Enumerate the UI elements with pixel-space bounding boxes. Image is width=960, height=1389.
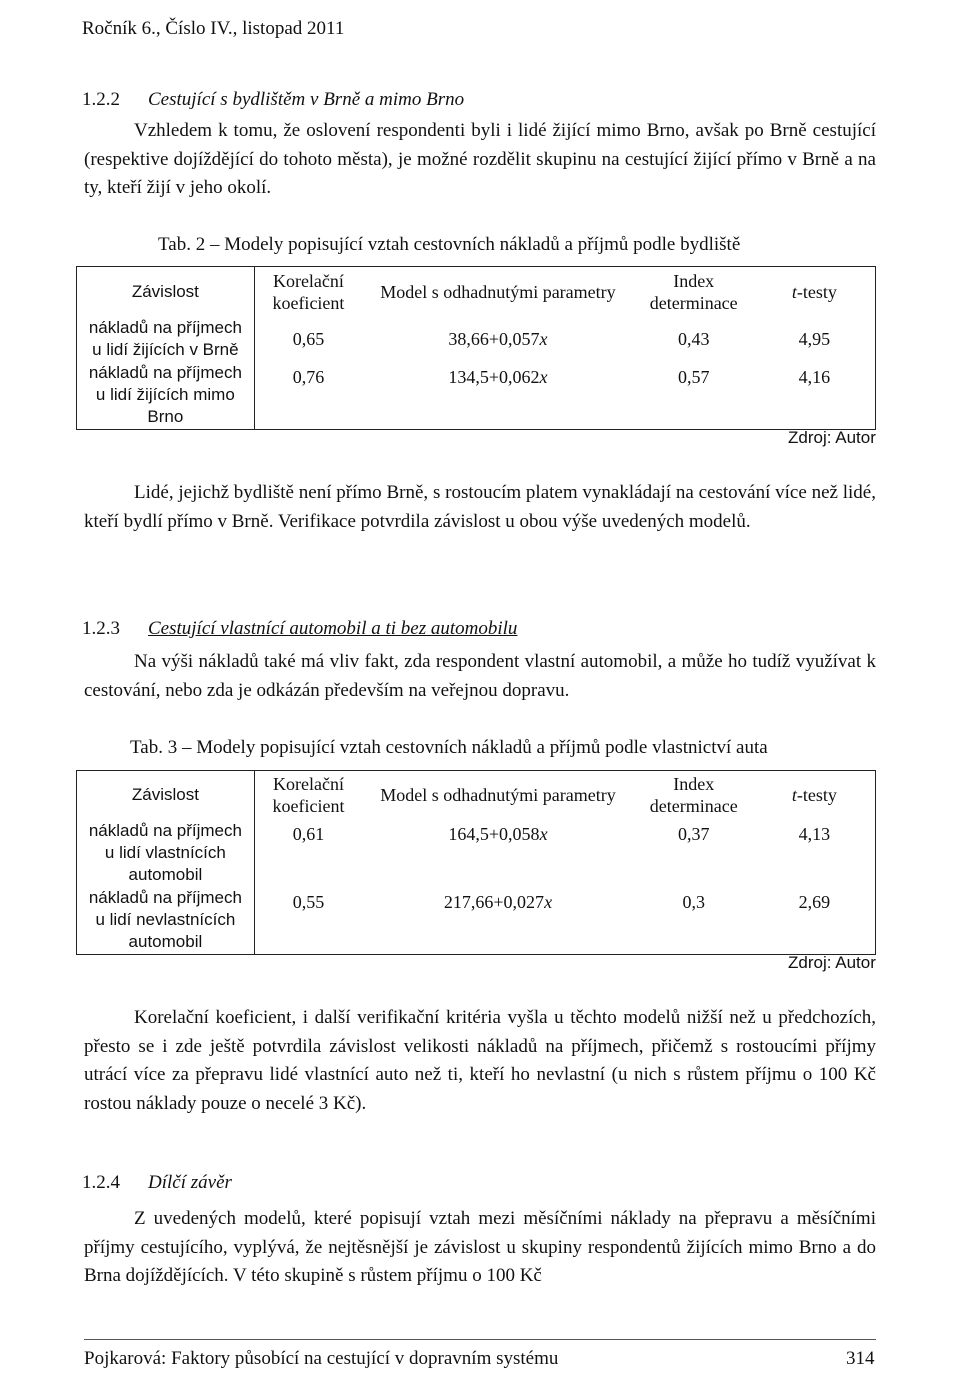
header-correlation: Korelační koeficient [272,773,345,816]
paragraph-after-table-3: Korelační koeficient, i další verifikační kritéria vyšla u těchto modelů nižší než u předchozích, přesto se i zde ještě potvrdila závislost velikosti nákladů na příjmech, přičemž s rostoucími příjmy utrácí více za přepravu lidé vlastnící auto než ti, kteří ho nevlastní (u nich s růstem příjmu o 100 Kč rostou náklady pouze o necelé 3 Kč). [84,1007,876,1114]
row-index: 0,43 [677,329,710,349]
footer-text: Pojkarová: Faktory působící na cestující v dopravním systému [84,1348,559,1369]
section-heading-1-2-4 [82,1172,232,1194]
row-dependency: nákladů na příjmech u lidí nevlastnících automobil [77,887,255,955]
row-correlation: 0,61 [292,823,325,844]
row-ttest: 4,95 [798,329,831,349]
section-title: Dílčí závěr [148,1172,232,1193]
table-row [77,819,876,887]
table-header-row [77,267,876,317]
section-title: Cestující vlastnící automobil a ti bez automobilu [148,618,518,639]
section-heading-1-2-2 [82,89,464,111]
table-row [77,317,876,362]
row-index: 0,3 [682,891,705,912]
row-index: 0,37 [677,823,710,844]
row-model: 217,66+0,027x [443,891,553,912]
table-3 [76,770,876,955]
row-index: 0,57 [677,366,710,387]
table-3-caption: Tab. 3 – Modely popisující vztah cestovních nákladů a příjmů podle vlastnictví auta [130,737,768,758]
row-ttest: 2,69 [798,891,831,912]
header-index: Index determinace [649,773,738,816]
paragraph-after-table-2: Lidé, jejichž bydliště není přímo Brně, s rostoucím platem vynakládají na cestování více než lidé, kteří bydlí přímo v Brně. Verifikace potvrdila závislost u obou výše uvedených modelů. [84,482,876,532]
row-model: 164,5+0,058x [448,823,548,844]
row-ttest: 4,16 [798,366,831,387]
header-index: Index determinace [649,270,738,313]
row-ttest: 4,13 [798,823,831,844]
header-ttest: t-testy [791,281,837,302]
section-number: 1.2.3 [82,618,120,639]
row-dependency: nákladů na příjmech u lidí žijících mimo Brno [77,362,255,430]
page-number: 314 [846,1348,875,1369]
header-ttest: t-testy [791,784,837,805]
footer-divider [84,1339,876,1340]
header-model: Model s odhadnutými parametry [380,281,616,302]
table-3-source: Zdroj: Autor [788,953,876,972]
journal-header: Ročník 6., Číslo IV., listopad 2011 [82,18,345,39]
header-model: Model s odhadnutými parametry [380,784,616,805]
section-1-2-3-paragraph: Na výši nákladů také má vliv fakt, zda respondent vlastní automobil, a může ho tudíž využívat k cestování, nebo zda je odkázán především na veřejnou dopravu. [84,651,876,701]
header-correlation: Korelační koeficient [272,270,345,313]
table-2 [76,266,876,430]
section-heading-1-2-3 [82,618,517,640]
table-header-row [77,771,876,819]
row-correlation: 0,55 [292,891,325,912]
row-model: 38,66+0,057x [448,329,548,349]
section-1-2-2-paragraph: Vzhledem k tomu, že oslovení respondenti byli i lidé žijící mimo Brno, avšak po Brně cestující (respektive dojíždějící do tohoto města), je možné rozdělit skupinu na cestující žijící přímo v Brně a na ty, kteří žijí v jeho okolí. [84,120,876,198]
header-dependency: Závislost [77,267,255,317]
row-dependency: nákladů na příjmech u lidí žijících v Brně [77,317,255,362]
table-2-caption: Tab. 2 – Modely popisující vztah cestovních nákladů a příjmů podle bydliště [158,234,741,255]
row-correlation: 0,76 [292,366,325,387]
table-row [77,887,876,955]
section-1-2-4-paragraph: Z uvedených modelů, které popisují vztah mezi měsíčními náklady na přepravu a měsíčními příjmy cestujícího, vyplývá, že nejtěsnější je závislost u skupiny respondentů žijících mimo Brno a do Brna dojíždějících. V této skupině s růstem příjmu o 100 Kč [84,1208,876,1286]
header-dependency: Závislost [77,771,255,819]
row-model: 134,5+0,062x [448,366,548,387]
row-dependency: nákladů na příjmech u lidí vlastnících automobil [77,819,255,887]
section-number: 1.2.2 [82,89,120,110]
section-number: 1.2.4 [82,1172,120,1193]
section-title: Cestující s bydlištěm v Brně a mimo Brno [148,89,465,110]
table-row [77,362,876,430]
row-correlation: 0,65 [292,329,325,349]
table-2-source: Zdroj: Autor [788,428,876,447]
